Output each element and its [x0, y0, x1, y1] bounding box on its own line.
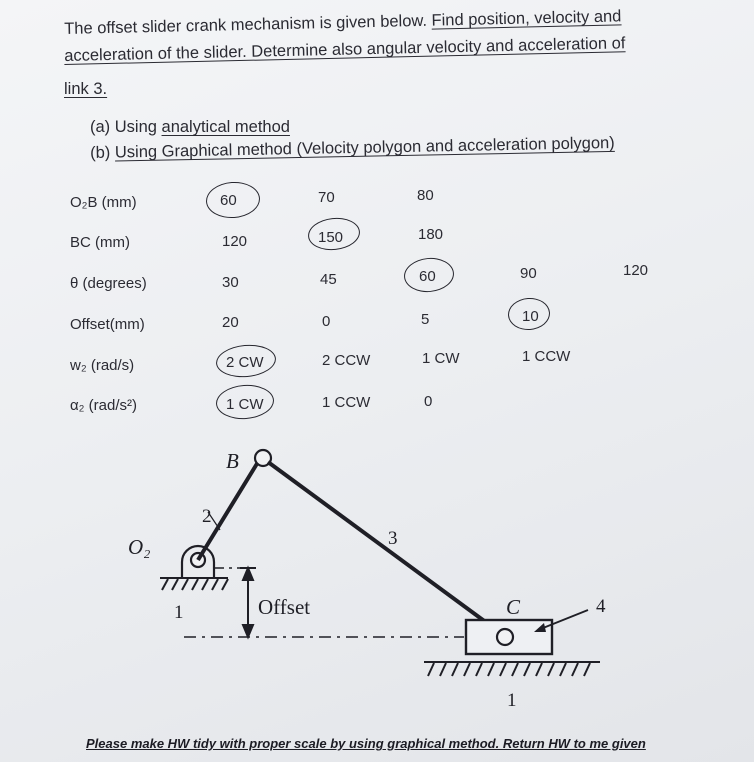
problem-line-2: acceleration of the slider. Determine also angular velocity and acceleration of	[64, 34, 626, 65]
offset-dimension-arrow	[240, 568, 256, 637]
label-offset: Offset	[258, 595, 311, 619]
cell-o2b-2: 70	[318, 189, 335, 206]
part-b-prefix: (b)	[90, 143, 116, 162]
cell-alpha2-3: 0	[424, 393, 433, 410]
row-label-bc: BC (mm)	[70, 234, 130, 251]
cell-bc-2: 150	[318, 229, 344, 246]
cell-theta-2: 45	[320, 271, 337, 288]
cell-offset-2: 0	[322, 313, 331, 330]
row-label-theta: θ (degrees)	[70, 275, 147, 292]
problem-line-1-text: The offset slider crank mechanism is given below.	[64, 11, 432, 38]
pin-c	[497, 629, 513, 645]
cell-alpha2-1: 1 CW	[226, 396, 264, 413]
cell-theta-5: 120	[623, 262, 649, 279]
label-c: C	[506, 595, 521, 619]
label-ground-bottom: 1	[507, 690, 517, 711]
row-label-offset: Offset(mm)	[70, 316, 145, 333]
cell-offset-1: 20	[222, 314, 239, 331]
cell-w2-2: 2 CCW	[322, 352, 371, 369]
cell-bc-1: 120	[222, 233, 248, 250]
cell-offset-3: 5	[421, 311, 430, 328]
cell-o2b-3: 80	[417, 187, 434, 204]
cell-bc-3: 180	[418, 226, 444, 243]
part-b-method: Using Graphical method (Velocity polygon and acceleration polygon)	[114, 133, 615, 162]
part-a-prefix: (a) Using	[90, 118, 162, 136]
pivot-o2	[182, 546, 214, 578]
cell-w2-4: 1 CCW	[522, 348, 571, 365]
problem-line-3: link 3.	[64, 80, 108, 98]
row-label-alpha2: α₂ (rad/s²)	[70, 397, 137, 414]
cell-theta-3: 60	[419, 268, 436, 285]
cell-alpha2-2: 1 CCW	[322, 394, 371, 411]
cell-o2b-1: 60	[220, 192, 237, 209]
ground-slider	[424, 662, 600, 676]
row-label-w2: w₂ (rad/s)	[70, 357, 135, 374]
label-link-4: 4	[596, 596, 606, 617]
cell-offset-4: 10	[522, 308, 539, 325]
label-o2: O₂	[128, 535, 151, 559]
ground-o2	[160, 578, 228, 590]
cell-w2-3: 1 CW	[422, 350, 460, 367]
problem-line-1-underlined: Find position, velocity and	[431, 7, 622, 30]
cell-w2-1: 2 CW	[226, 354, 264, 371]
footer-note: Please make HW tidy with proper scale by using graphical method. Return HW to me given	[86, 736, 646, 751]
label-link-2: 2	[202, 506, 212, 527]
label-ground-left: 1	[174, 602, 184, 623]
row-label-o2b: O₂B (mm)	[70, 194, 137, 211]
label-link-3: 3	[388, 528, 398, 549]
cell-theta-1: 30	[222, 274, 239, 291]
cell-theta-4: 90	[520, 265, 537, 282]
part-a-method: analytical method	[161, 118, 290, 136]
label-b: B	[226, 449, 239, 473]
